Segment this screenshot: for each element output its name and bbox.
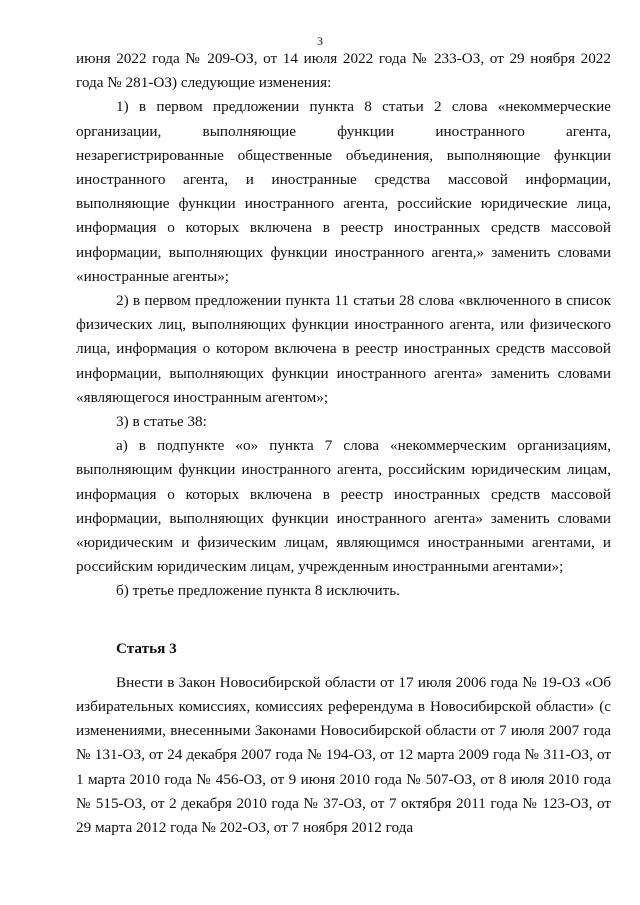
paragraph-item-2: 2) в первом предложении пункта 11 статьи 28 слова «включенного в список физических лиц, выполняющих функции иностранного агента, или физического лица, информация о котором включена в реестр иностранных средств массовой информации, выполняющих функции иностранного агента» заменить словами «являющегося иностранным агентом»; [76, 292, 611, 406]
document-body [76, 47, 611, 840]
paragraph-subitem-b: б) третье предложение пункта 8 исключить. [116, 582, 400, 600]
article-paragraph: Внести в Закон Новосибирской области от 17 июля 2006 года № 19-ОЗ «Об избирательных комиссиях, комиссиях референдума в Новосибирской области» (с изменениями, внесенными Законами Новосибирской области от 7 июля 2007 года № 131-ОЗ, от 24 декабря 2007 года № 194-ОЗ, от 12 марта 2009 года № 311-ОЗ, от 1 марта 2010 года № 456-ОЗ, от 9 июня 2010 года № 507-ОЗ, от 8 июля 2010 года № 515-ОЗ, от 2 декабря 2010 года № 37-ОЗ, от 7 октября 2011 года № 123-ОЗ, от 29 марта 2012 года № 202-ОЗ, от 7 ноября 2012 года [76, 673, 611, 837]
paragraph-item-1: 1) в первом предложении пункта 8 статьи 2 слова «некоммерческие организации, выполняющие функции иностранного агента, незарегистрированные общественные объединения, выполняющие функции иностранного агента, и иностранные средства массовой информации, выполняющие функции иностранного агента, российские юридические лица, информация о которых включена в реестр иностранных средств массовой информации, выполняющих функции иностранного агента,» заменить словами «иностранные агенты»; [76, 98, 611, 285]
paragraph-item-3: 3) в статье 38: [116, 413, 207, 431]
paragraph-continuation: июня 2022 года № 209-ОЗ, от 14 июля 2022 года № 233-ОЗ, от 29 ноября 2022 года № 281-ОЗ) следующие изменения: [76, 50, 611, 92]
article-heading: Статья 3 [116, 639, 177, 657]
page-number: 3 [317, 34, 323, 48]
paragraph-subitem-a: а) в подпункте «о» пункта 7 слова «некоммерческим организациям, выполняющим функции иностранного агента, российским юридическим лицам, информация о которых включена в реестр иностранных средств массовой информации, выполняющих функции иностранного агента» заменить словами «юридическим и физическим лицам, являющимся иностранными агентами, и российским юридическим лицам, учрежденным иностранными агентами»; [76, 437, 611, 576]
